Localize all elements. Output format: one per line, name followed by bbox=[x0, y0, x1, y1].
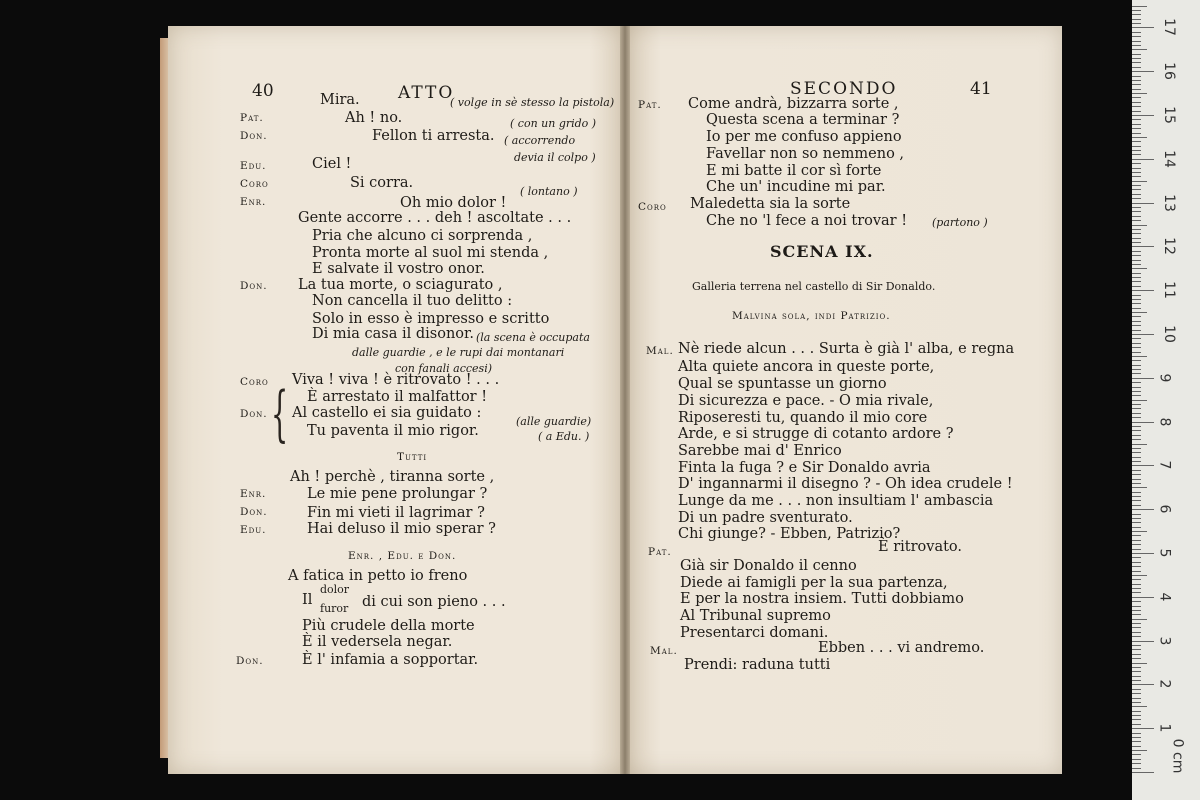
ruler-label: 1 bbox=[1156, 723, 1173, 733]
right-page-text-line: Qual se spuntasse un giorno bbox=[678, 376, 887, 392]
left-page-text-line: Don. bbox=[240, 506, 268, 518]
ruler-tick bbox=[1132, 435, 1141, 436]
ruler-tick bbox=[1132, 356, 1147, 357]
left-running-header: ATTO bbox=[398, 83, 455, 103]
ruler-tick bbox=[1132, 106, 1141, 107]
right-page-text-line: Mal. bbox=[646, 345, 674, 357]
ruler-tick bbox=[1132, 544, 1141, 545]
ruler-tick bbox=[1132, 553, 1154, 554]
ruler-tick bbox=[1132, 172, 1141, 173]
left-page-text-line: Al castello ei sia guidato : bbox=[292, 405, 482, 421]
ruler-label: 10 bbox=[1160, 325, 1177, 343]
right-page-text-line: Nè riede alcun . . . Surta è già l' alba, e regna bbox=[678, 341, 1015, 357]
ruler-tick bbox=[1132, 80, 1141, 81]
ruler-tick bbox=[1132, 684, 1154, 685]
left-page-text-line: Don. bbox=[240, 408, 268, 420]
left-page-text-line: Solo in esso è impresso e scritto bbox=[312, 311, 550, 327]
ruler-tick bbox=[1132, 518, 1141, 519]
right-page-text-line: Di sicurezza e pace. - O mia rivale, bbox=[678, 393, 934, 409]
ruler-tick bbox=[1132, 273, 1141, 274]
ruler-tick bbox=[1132, 549, 1141, 550]
left-page-text-line: Mira. bbox=[320, 92, 360, 108]
right-page-text-line: Pat. bbox=[638, 99, 662, 111]
left-page-text-line: Tutti bbox=[397, 451, 428, 463]
left-page-text-line: Don. bbox=[236, 655, 264, 667]
ruler-tick bbox=[1132, 614, 1141, 615]
ruler-tick bbox=[1132, 505, 1141, 506]
ruler-label: 11 bbox=[1160, 281, 1177, 300]
left-page-text-line: devia il colpo ) bbox=[514, 151, 596, 164]
ruler-tick bbox=[1132, 238, 1141, 239]
ruler-tick bbox=[1132, 23, 1141, 24]
left-page-text-line: E salvate il vostro onor. bbox=[312, 261, 485, 277]
ruler-tick bbox=[1132, 334, 1154, 335]
ruler-tick bbox=[1132, 404, 1141, 405]
right-page-text-line: Galleria terrena nel castello di Sir Donaldo. bbox=[692, 280, 936, 293]
right-page-text-line: (partono ) bbox=[932, 216, 988, 229]
book-gutter bbox=[620, 26, 630, 774]
ruler-tick bbox=[1132, 663, 1147, 664]
ruler-tick bbox=[1132, 360, 1141, 361]
ruler-tick bbox=[1132, 181, 1147, 182]
left-page-text-line: Enr. bbox=[240, 196, 267, 208]
right-page-text-line: Pat. bbox=[648, 546, 672, 558]
left-page-text-line: Gente accorre . . . deh ! ascoltate . . . bbox=[298, 210, 572, 226]
ruler-tick bbox=[1132, 474, 1141, 475]
left-page-text-line: Pria che alcuno ci sorprenda , bbox=[312, 228, 533, 244]
left-page-text-line: di cui son pieno . . . bbox=[362, 594, 506, 610]
left-page-text-line: Pat. bbox=[240, 112, 264, 124]
right-page-text-line: Finta la fuga ? e Sir Donaldo avria bbox=[678, 460, 931, 476]
ruler-tick bbox=[1132, 338, 1141, 339]
left-page-text-line: ( con un grido ) bbox=[510, 117, 597, 130]
ruler-label: 2 bbox=[1156, 679, 1173, 689]
left-page-text-line: Il bbox=[302, 592, 313, 608]
ruler-tick bbox=[1132, 198, 1141, 199]
left-page-text-line: (la scena è occupata bbox=[476, 331, 590, 344]
ruler-tick bbox=[1132, 531, 1147, 532]
ruler-tick bbox=[1132, 365, 1141, 366]
right-page-text-line: Già sir Donaldo il cenno bbox=[680, 558, 857, 574]
ruler-tick bbox=[1132, 343, 1141, 344]
ruler-tick bbox=[1132, 45, 1141, 46]
ruler-tick bbox=[1132, 185, 1141, 186]
right-page-text-line: Diede ai famigli per la sua partenza, bbox=[680, 575, 948, 591]
ruler-tick bbox=[1132, 522, 1141, 523]
ruler-tick bbox=[1132, 680, 1141, 681]
brace-glyph: { bbox=[271, 379, 289, 449]
ruler-tick bbox=[1132, 667, 1141, 668]
ruler-tick bbox=[1132, 159, 1154, 160]
ruler-tick bbox=[1132, 49, 1147, 50]
left-page-text-line: ( lontano ) bbox=[520, 185, 578, 198]
ruler-tick bbox=[1132, 321, 1141, 322]
left-page-text-line: con fanali accesi) bbox=[395, 362, 493, 375]
right-page-text-line: Malvina sola, indi Patrizio. bbox=[732, 310, 891, 322]
left-page-text-line: dalle guardie , e le rupi dai montanari bbox=[352, 346, 565, 359]
left-page-text-line: Enr. , Edu. e Don. bbox=[348, 550, 457, 562]
ruler-tick bbox=[1132, 387, 1141, 388]
right-page-text-line: Riposeresti tu, quando il mio core bbox=[678, 410, 928, 426]
ruler-tick bbox=[1132, 754, 1141, 755]
ruler-tick bbox=[1132, 562, 1141, 563]
right-page-text-line: Ebben . . . vi andremo. bbox=[818, 640, 985, 656]
ruler-label: 0 cm bbox=[1169, 738, 1186, 774]
ruler-tick bbox=[1132, 733, 1141, 734]
right-page-text-line: Coro bbox=[638, 201, 667, 213]
ruler-tick bbox=[1132, 229, 1141, 230]
ruler-tick bbox=[1132, 540, 1141, 541]
right-page-text-line: Arde, e si strugge di cotanto ardore ? bbox=[678, 426, 954, 442]
ruler-tick bbox=[1132, 658, 1141, 659]
ruler-tick bbox=[1132, 233, 1141, 234]
ruler-tick bbox=[1132, 422, 1154, 423]
right-page-text-line: Questa scena a terminar ? bbox=[706, 112, 900, 128]
ruler-tick bbox=[1132, 32, 1141, 33]
ruler-label: 14 bbox=[1160, 149, 1177, 168]
left-page-text-line: Don. bbox=[240, 130, 268, 142]
ruler-tick bbox=[1132, 711, 1141, 712]
ruler-tick bbox=[1132, 719, 1141, 720]
ruler-tick bbox=[1132, 649, 1141, 650]
ruler-tick bbox=[1132, 290, 1154, 291]
left-page-text-line: Ah ! perchè , tiranna sorte , bbox=[290, 469, 495, 485]
ruler-tick bbox=[1132, 255, 1141, 256]
right-page-text-line: Che no 'l fece a noi trovar ! bbox=[706, 213, 908, 229]
ruler-tick bbox=[1132, 632, 1141, 633]
ruler-tick bbox=[1132, 62, 1141, 63]
left-page-text-line: ( a Edu. ) bbox=[538, 430, 590, 443]
ruler-tick bbox=[1132, 207, 1141, 208]
left-page-text-line: Non cancella il tuo delitto : bbox=[312, 293, 513, 309]
ruler-tick bbox=[1132, 308, 1141, 309]
right-page-text-line: E mi batte il cor sì forte bbox=[706, 163, 882, 179]
ruler-tick bbox=[1132, 627, 1141, 628]
right-page-text-line: E per la nostra insiem. Tutti dobbiamo bbox=[680, 591, 964, 607]
ruler-tick bbox=[1132, 378, 1154, 379]
ruler-tick bbox=[1132, 689, 1141, 690]
ruler-tick bbox=[1132, 439, 1141, 440]
ruler-tick bbox=[1132, 352, 1141, 353]
ruler-label: 13 bbox=[1160, 193, 1177, 212]
ruler-tick bbox=[1132, 654, 1141, 655]
ruler-tick bbox=[1132, 330, 1141, 331]
ruler-tick bbox=[1132, 102, 1141, 103]
ruler-tick bbox=[1132, 487, 1147, 488]
right-page-text-line: Al Tribunal supremo bbox=[680, 608, 831, 624]
ruler-label: 5 bbox=[1156, 548, 1173, 558]
ruler-tick bbox=[1132, 566, 1141, 567]
ruler-tick bbox=[1132, 220, 1141, 221]
ruler-tick bbox=[1132, 115, 1154, 116]
ruler-tick bbox=[1132, 14, 1141, 15]
left-page-text-line: ( accorrendo bbox=[504, 134, 576, 147]
ruler-tick bbox=[1132, 763, 1141, 764]
ruler-tick bbox=[1132, 496, 1141, 497]
ruler-tick bbox=[1132, 124, 1141, 125]
ruler-tick bbox=[1132, 575, 1147, 576]
ruler-tick bbox=[1132, 176, 1141, 177]
left-page-text-line: È l' infamia a sopportar. bbox=[302, 652, 479, 668]
left-page-text-line: Le mie pene prolungar ? bbox=[307, 486, 488, 502]
left-page-text-line: Edu. bbox=[240, 524, 267, 536]
ruler-tick bbox=[1132, 260, 1141, 261]
ruler-label: 12 bbox=[1160, 237, 1177, 256]
ruler-tick bbox=[1132, 154, 1141, 155]
ruler-label: 4 bbox=[1156, 592, 1173, 602]
ruler-tick bbox=[1132, 325, 1141, 326]
ruler-tick bbox=[1132, 76, 1141, 77]
ruler-tick bbox=[1132, 268, 1147, 269]
right-page-text-line: È ritrovato. bbox=[878, 539, 962, 555]
ruler-tick bbox=[1132, 189, 1141, 190]
ruler-tick bbox=[1132, 27, 1154, 28]
left-page-text-line: Di mia casa il disonor. bbox=[312, 326, 474, 342]
left-page-text-line: Ah ! no. bbox=[345, 110, 403, 126]
ruler-tick bbox=[1132, 84, 1141, 85]
ruler-tick bbox=[1132, 610, 1141, 611]
ruler-tick bbox=[1132, 251, 1141, 252]
left-page-text-line: Pronta morte al suol mi stenda , bbox=[312, 245, 549, 261]
ruler-tick bbox=[1132, 373, 1141, 374]
ruler-tick bbox=[1132, 588, 1141, 589]
left-page-text-line: Si corra. bbox=[350, 175, 414, 191]
right-page-text-line: Alta quiete ancora in queste porte, bbox=[678, 359, 935, 375]
ruler-tick bbox=[1132, 216, 1141, 217]
right-page-text-line: Che un' incudine mi par. bbox=[706, 179, 886, 195]
ruler-tick bbox=[1132, 203, 1154, 204]
ruler-tick bbox=[1132, 225, 1147, 226]
left-page-text-line: È il vedersela negar. bbox=[302, 634, 453, 650]
left-page-text-line: ( volge in sè stesso la pistola) bbox=[450, 96, 615, 109]
right-page-number: 41 bbox=[970, 79, 992, 99]
right-page-text-line: Mal. bbox=[650, 645, 678, 657]
left-page-text-line: Ciel ! bbox=[312, 156, 352, 172]
ruler-tick bbox=[1132, 41, 1141, 42]
ruler-tick bbox=[1132, 133, 1141, 134]
ruler-tick bbox=[1132, 597, 1154, 598]
left-page-text-line: Tu paventa il mio rigor. bbox=[307, 423, 479, 439]
ruler-tick bbox=[1132, 211, 1141, 212]
ruler-tick bbox=[1132, 413, 1141, 414]
right-page-text-line: Sarebbe mai d' Enrico bbox=[678, 443, 842, 459]
ruler-tick bbox=[1132, 571, 1141, 572]
right-page-text-line: Favellar non so nemmeno , bbox=[706, 146, 905, 162]
left-page-text-line: Don. bbox=[240, 280, 268, 292]
ruler-tick bbox=[1132, 146, 1141, 147]
ruler-tick bbox=[1132, 316, 1141, 317]
ruler-tick bbox=[1132, 746, 1141, 747]
ruler-tick bbox=[1132, 71, 1154, 72]
ruler-tick bbox=[1132, 619, 1147, 620]
left-page-text-line: Hai deluso il mio sperar ? bbox=[307, 521, 496, 537]
ruler-tick bbox=[1132, 492, 1141, 493]
left-page-text-line: A fatica in petto io freno bbox=[288, 568, 468, 584]
right-page-text-line: SCENA IX. bbox=[770, 242, 874, 261]
right-page-text-line: Io per me confuso appieno bbox=[706, 129, 902, 145]
ruler-tick bbox=[1132, 19, 1141, 20]
ruler-label: 9 bbox=[1156, 373, 1173, 383]
left-page-text-line: Coro bbox=[240, 376, 269, 388]
ruler-tick bbox=[1132, 97, 1141, 98]
ruler-tick bbox=[1132, 768, 1141, 769]
ruler-tick bbox=[1132, 347, 1141, 348]
ruler-tick bbox=[1132, 715, 1141, 716]
ruler-tick bbox=[1132, 242, 1141, 243]
ruler-tick bbox=[1132, 702, 1141, 703]
ruler-tick bbox=[1132, 194, 1141, 195]
ruler-tick bbox=[1132, 54, 1141, 55]
right-page-text-line: D' ingannarmi il disegno ? - Oh idea crudele ! bbox=[678, 476, 1013, 492]
left-page-text-line: furor bbox=[320, 602, 349, 615]
ruler-tick bbox=[1132, 10, 1141, 11]
ruler-tick bbox=[1132, 369, 1141, 370]
ruler-tick bbox=[1132, 671, 1141, 672]
ruler-tick bbox=[1132, 400, 1147, 401]
left-page-text-line: Fellon ti arresta. bbox=[372, 128, 495, 144]
ruler-tick bbox=[1132, 706, 1147, 707]
ruler-tick bbox=[1132, 636, 1141, 637]
ruler-tick bbox=[1132, 168, 1141, 169]
ruler-tick bbox=[1132, 444, 1147, 445]
ruler-tick bbox=[1132, 500, 1141, 501]
ruler-tick bbox=[1132, 645, 1141, 646]
ruler-tick bbox=[1132, 584, 1141, 585]
left-page-text-line: Enr. bbox=[240, 488, 267, 500]
ruler-tick bbox=[1132, 741, 1141, 742]
ruler-tick bbox=[1132, 141, 1141, 142]
ruler-tick bbox=[1132, 395, 1141, 396]
ruler-tick bbox=[1132, 150, 1141, 151]
right-page-text-line: Presentarci domani. bbox=[680, 625, 829, 641]
ruler-label: 3 bbox=[1156, 636, 1173, 646]
ruler-tick bbox=[1132, 465, 1154, 466]
ruler-tick bbox=[1132, 693, 1141, 694]
ruler-tick bbox=[1132, 408, 1141, 409]
right-page-text-line: Lunge da me . . . non insultiam l' ambascia bbox=[678, 493, 994, 509]
ruler-tick bbox=[1132, 391, 1141, 392]
ruler-tick bbox=[1132, 295, 1141, 296]
ruler-tick bbox=[1132, 728, 1154, 729]
ruler-label: 16 bbox=[1160, 62, 1177, 81]
ruler-tick bbox=[1132, 264, 1141, 265]
right-page-text-line: Prendi: raduna tutti bbox=[684, 657, 831, 673]
ruler-tick bbox=[1132, 111, 1141, 112]
right-running-header: SECONDO bbox=[790, 79, 898, 99]
ruler-tick bbox=[1132, 698, 1141, 699]
ruler-label: 17 bbox=[1160, 18, 1177, 37]
ruler-tick bbox=[1132, 448, 1141, 449]
ruler-tick bbox=[1132, 772, 1154, 773]
ruler-tick bbox=[1132, 58, 1141, 59]
ruler-tick bbox=[1132, 676, 1141, 677]
ruler-tick bbox=[1132, 426, 1141, 427]
ruler-tick bbox=[1132, 430, 1141, 431]
ruler-tick bbox=[1132, 303, 1141, 304]
left-page-text-line: La tua morte, o sciagurato , bbox=[298, 277, 503, 293]
ruler-tick bbox=[1132, 67, 1141, 68]
ruler-tick bbox=[1132, 6, 1147, 7]
ruler-tick bbox=[1132, 246, 1154, 247]
ruler-tick bbox=[1132, 417, 1141, 418]
ruler-tick bbox=[1132, 452, 1141, 453]
ruler-tick bbox=[1132, 277, 1141, 278]
left-page-text-line: Coro bbox=[240, 178, 269, 190]
ruler-tick bbox=[1132, 137, 1147, 138]
ruler-tick bbox=[1132, 281, 1141, 282]
ruler-tick bbox=[1132, 606, 1141, 607]
measuring-ruler bbox=[1132, 0, 1200, 800]
left-page-text-line: È arrestato il malfattor ! bbox=[307, 389, 488, 405]
left-page-text-line: Più crudele della morte bbox=[302, 618, 475, 634]
ruler-label: 8 bbox=[1156, 417, 1173, 427]
ruler-tick bbox=[1132, 128, 1141, 129]
ruler-tick bbox=[1132, 641, 1154, 642]
left-page-text-line: Viva ! viva ! è ritrovato ! . . . bbox=[292, 372, 500, 388]
ruler-tick bbox=[1132, 461, 1141, 462]
ruler-tick bbox=[1132, 479, 1141, 480]
ruler-tick bbox=[1132, 299, 1141, 300]
left-page-text-line: Edu. bbox=[240, 160, 267, 172]
ruler-label: 15 bbox=[1160, 106, 1177, 124]
left-page-text-line: Oh mio dolor ! bbox=[400, 195, 507, 211]
ruler-tick bbox=[1132, 457, 1141, 458]
ruler-tick bbox=[1132, 119, 1141, 120]
ruler-tick bbox=[1132, 514, 1141, 515]
ruler-tick bbox=[1132, 470, 1141, 471]
ruler-tick bbox=[1132, 724, 1141, 725]
ruler-tick bbox=[1132, 286, 1141, 287]
ruler-tick bbox=[1132, 312, 1147, 313]
ruler-tick bbox=[1132, 750, 1147, 751]
ruler-tick bbox=[1132, 601, 1141, 602]
right-page-text-line: Chi giunge? - Ebben, Patrizio? bbox=[678, 526, 901, 542]
ruler-tick bbox=[1132, 36, 1141, 37]
ruler-tick bbox=[1132, 535, 1141, 536]
ruler-tick bbox=[1132, 623, 1141, 624]
ruler-tick bbox=[1132, 557, 1141, 558]
ruler-tick bbox=[1132, 579, 1141, 580]
ruler-tick bbox=[1132, 527, 1141, 528]
ruler-tick bbox=[1132, 163, 1141, 164]
ruler-tick bbox=[1132, 592, 1141, 593]
left-page-text-line: (alle guardie) bbox=[516, 415, 592, 428]
ruler-tick bbox=[1132, 759, 1141, 760]
left-page-text-line: dolor bbox=[320, 583, 350, 596]
ruler-label: 7 bbox=[1156, 460, 1173, 470]
ruler-label: 6 bbox=[1156, 504, 1173, 514]
right-page-text-line: Di un padre sventurato. bbox=[678, 510, 853, 526]
ruler-tick bbox=[1132, 509, 1154, 510]
ruler-tick bbox=[1132, 483, 1141, 484]
right-page-text-line: Come andrà, bizzarra sorte , bbox=[688, 96, 899, 112]
left-page-number: 40 bbox=[252, 81, 274, 101]
ruler-tick bbox=[1132, 737, 1141, 738]
left-page-text-line: Fin mi vieti il lagrimar ? bbox=[307, 505, 485, 521]
right-page-text-line: Maledetta sia la sorte bbox=[690, 196, 851, 212]
ruler-tick bbox=[1132, 93, 1147, 94]
ruler-tick bbox=[1132, 89, 1141, 90]
ruler-tick bbox=[1132, 382, 1141, 383]
